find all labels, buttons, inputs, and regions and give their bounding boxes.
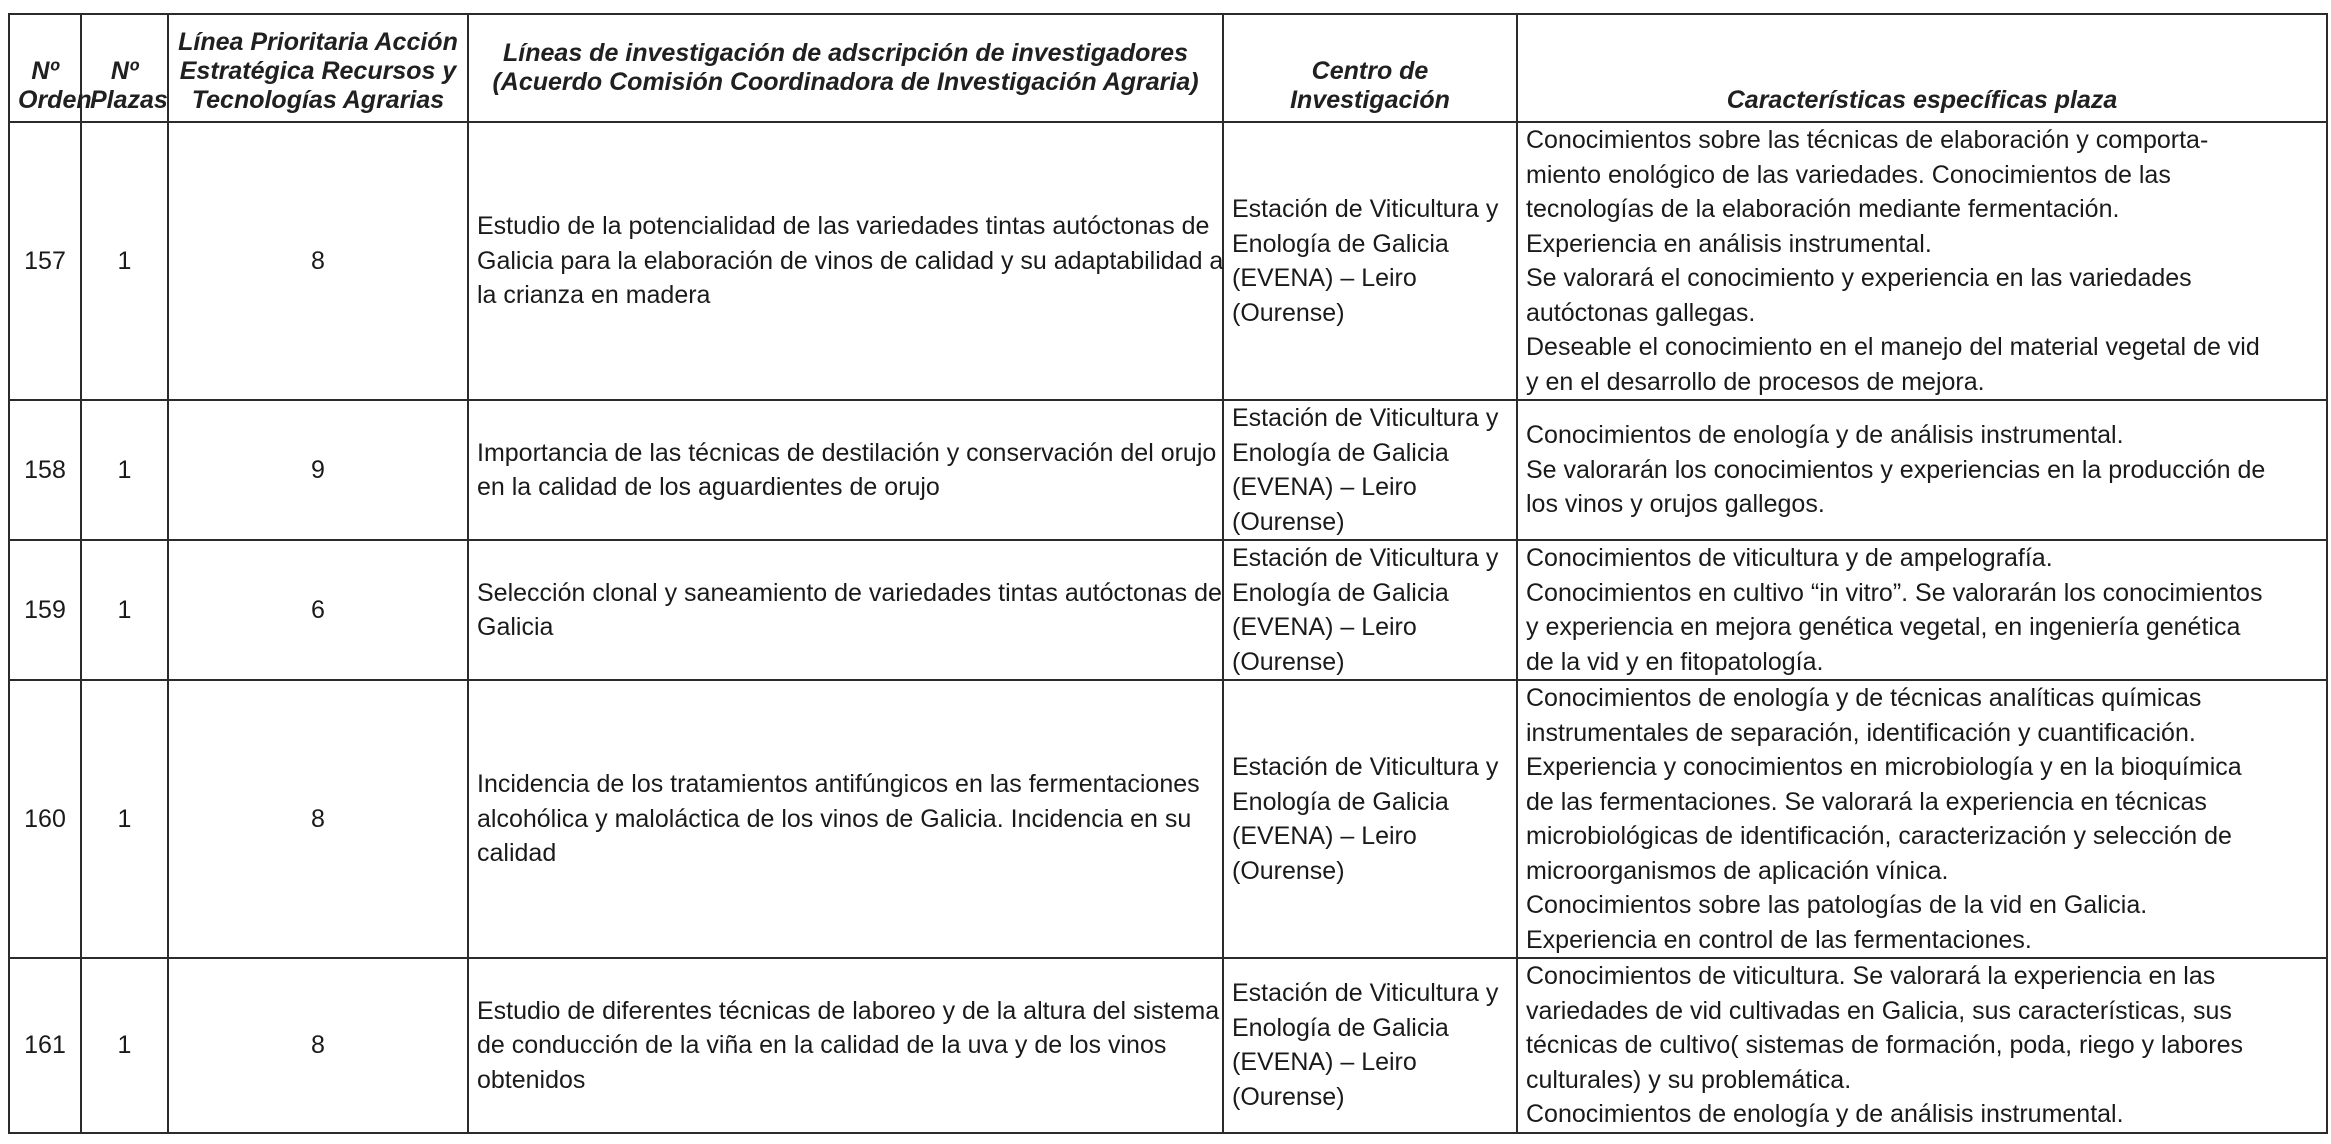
cell-caracteristicas: Conocimientos de enología y de técnicas analíticas químicas instrumentales de separación, identificación y cuantificación. Experiencia y conocimientos en microbiología y en la bioquímica de las fermentaciones. Se valorará la experiencia en técnicas microbiológicas de identificación, caracterización y selección de microorganismos de aplicación vínica. Conocimientos sobre las patologías de la vid en Galicia. Experiencia en control de las fermentaciones. xyxy=(1517,680,2327,958)
cell-linea: 8 xyxy=(168,958,468,1133)
header-centro: Centro de Investigación xyxy=(1223,14,1517,122)
cell-linea: 8 xyxy=(168,122,468,400)
cell-plazas: 1 xyxy=(81,680,168,958)
cell-investigacion: Importancia de las técnicas de destilación y conservación del orujo en la calidad de los aguardientes de orujo xyxy=(468,400,1223,540)
header-plazas: Nº Plazas xyxy=(81,14,168,122)
cell-investigacion: Estudio de diferentes técnicas de laboreo y de la altura del sistema de conducción de la viña en la calidad de la uva y de los vinos obtenidos xyxy=(468,958,1223,1133)
cell-orden: 157 xyxy=(9,122,81,400)
cell-centro: Estación de Viticultura y Enología de Galicia (EVENA) – Leiro (Ourense) xyxy=(1223,958,1517,1133)
cell-investigacion: Incidencia de los tratamientos antifúngicos en las fermentaciones alcohólica y maloláctica de los vinos de Galicia. Incidencia en su calidad xyxy=(468,680,1223,958)
table-row xyxy=(9,680,2327,958)
cell-orden: 158 xyxy=(9,400,81,540)
cell-caracteristicas: Conocimientos sobre las técnicas de elaboración y comporta- miento enológico de las variedades. Conocimientos de las tecnologías de la elaboración mediante fermentación. Experiencia en análisis instrumental. Se valorará el conocimiento y experiencia en las variedades autóctonas gallegas. Deseable el conocimiento en el manejo del material vegetal de vid y en el desarrollo de procesos de mejora. xyxy=(1517,122,2327,400)
cell-investigacion: Estudio de la potencialidad de las variedades tintas autóctonas de Galicia para la elaboración de vinos de calidad y su adaptabilidad a la crianza en madera xyxy=(468,122,1223,400)
cell-centro: Estación de Viticultura y Enología de Galicia (EVENA) – Leiro (Ourense) xyxy=(1223,540,1517,680)
cell-linea: 8 xyxy=(168,680,468,958)
cell-linea: 9 xyxy=(168,400,468,540)
table-row xyxy=(9,400,2327,540)
cell-orden: 161 xyxy=(9,958,81,1133)
cell-centro: Estación de Viticultura y Enología de Galicia (EVENA) – Leiro (Ourense) xyxy=(1223,122,1517,400)
header-caracteristicas: Características específicas plaza xyxy=(1517,14,2327,122)
cell-centro: Estación de Viticultura y Enología de Galicia (EVENA) – Leiro (Ourense) xyxy=(1223,680,1517,958)
plazas-table xyxy=(8,13,2328,1134)
cell-investigacion: Selección clonal y saneamiento de variedades tintas autóctonas de Galicia xyxy=(468,540,1223,680)
cell-plazas: 1 xyxy=(81,400,168,540)
table-row xyxy=(9,958,2327,1133)
cell-plazas: 1 xyxy=(81,958,168,1133)
cell-linea: 6 xyxy=(168,540,468,680)
header-linea-prioritaria: Línea Prioritaria Acción Estratégica Recursos y Tecnologías Agrarias xyxy=(168,14,468,122)
table-row xyxy=(9,540,2327,680)
cell-plazas: 1 xyxy=(81,122,168,400)
header-lineas-investigacion: Líneas de investigación de adscripción de investigadores (Acuerdo Comisión Coordinadora de Investigación Agraria) xyxy=(468,14,1223,122)
cell-plazas: 1 xyxy=(81,540,168,680)
cell-caracteristicas: Conocimientos de viticultura. Se valorará la experiencia en las variedades de vid cultivadas en Galicia, sus características, sus técnicas de cultivo( sistemas de formación, poda, riego y labores culturales) y su problemática. Conocimientos de enología y de análisis instrumental. xyxy=(1517,958,2327,1133)
cell-centro: Estación de Viticultura y Enología de Galicia (EVENA) – Leiro (Ourense) xyxy=(1223,400,1517,540)
cell-caracteristicas: Conocimientos de enología y de análisis instrumental. Se valorarán los conocimientos y experiencias en la producción de los vinos y orujos gallegos. xyxy=(1517,400,2327,540)
cell-orden: 159 xyxy=(9,540,81,680)
cell-orden: 160 xyxy=(9,680,81,958)
header-orden: Nº Orden xyxy=(9,14,81,122)
cell-caracteristicas: Conocimientos de viticultura y de ampelografía. Conocimientos en cultivo “in vitro”. Se valorarán los conocimientos y experiencia en mejora genética vegetal, en ingeniería genética de la vid y en fitopatología. xyxy=(1517,540,2327,680)
table-row xyxy=(9,122,2327,400)
table-header-row xyxy=(9,14,2327,122)
